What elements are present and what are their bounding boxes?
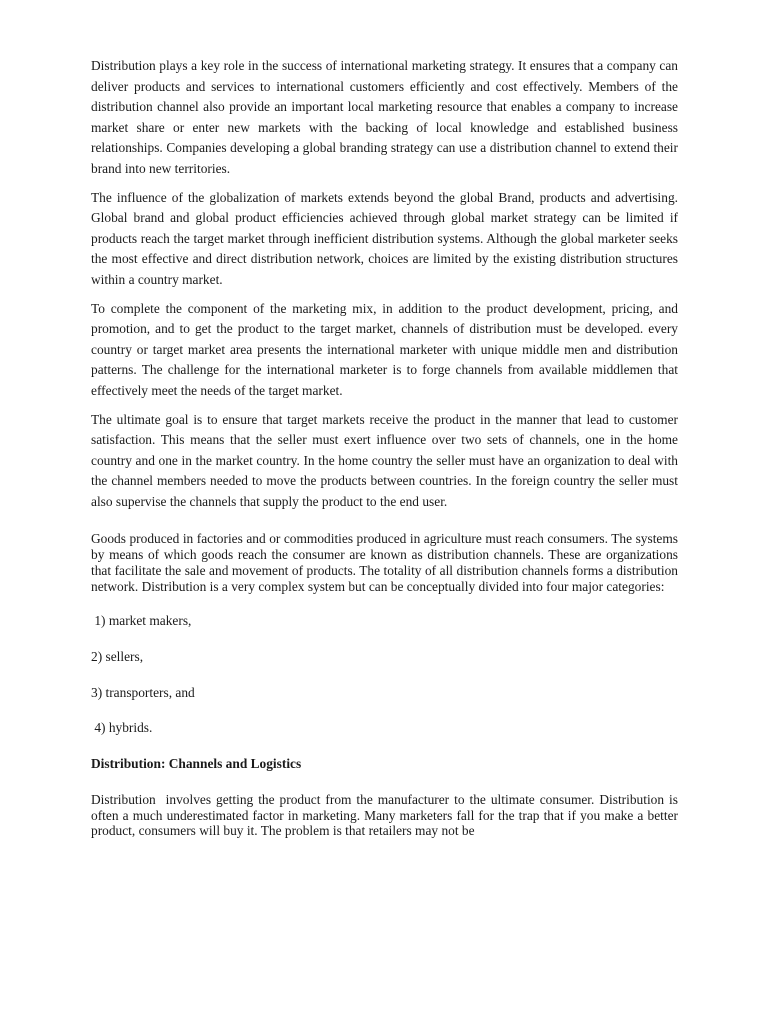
document-page: [91, 56, 682, 839]
list-item: 4) hybrids.: [91, 720, 153, 736]
paragraph-goods-produced: Goods produced in factories and or commodities produced in agriculture must reach consumers. The systems by means of which goods reach the consumer are known as distribution channels. These are organizations that facilitate the sale and movement of products. The totality of all distribution channels forms a distribution network. Distribution is a very complex system but can be conceptually divided into four major categories:: [91, 531, 678, 594]
paragraph-ultimate-goal: The ultimate goal is to ensure that target markets receive the product in the manner that lead to customer satisfaction. This means that the seller must exert influence over two sets of channels, one in the home country and one in the market country. In the home country the seller must have an organization to deal with the channel members needed to move the products between countries. In the foreign country the seller must also supervise the channels that supply the product to the end user.: [91, 411, 678, 509]
paragraph-distribution-role: Distribution plays a key role in the success of international marketing strategy. It ensures that a company can deliver products and services to international customers efficiently and cost effectively. Members of the distribution channel also provide an important local marketing resource that enables a company to increase market share or enter new markets with the backing of local knowledge and established business relationships. Companies developing a global branding strategy can use a distribution channel to extend their brand into new territories.: [91, 58, 678, 176]
categories-list: [91, 613, 678, 736]
paragraph-distribution-involves: Distribution involves getting the product from the manufacturer to the ultimate consumer. Distribution is often a much underestimated factor in marketing. Many marketers fall for the trap that if you make a better product, consumers will buy it. The problem is that retailers may not be: [91, 791, 682, 839]
paragraph-marketing-mix: To complete the component of the marketing mix, in addition to the product development, pricing, and promotion, and to get the product to the target market, channels of distribution must be developed. every country or target market area presents the international marketer with unique middle men and distribution patterns. The challenge for the international marketer is to forge channels from available middlemen that effectively meet the needs of the target market.: [91, 300, 678, 398]
paragraph-globalization-influence: The influence of the globalization of markets extends beyond the global Brand, products and advertising. Global brand and global product efficiencies achieved through global market strategy can be limited if products reach the target market through inefficient distribution systems. Although the global marketer seeks the most effective and direct distribution network, choices are limited by the existing distribution structures within a country market.: [91, 189, 678, 287]
list-item: 2) sellers,: [91, 648, 144, 664]
section-heading: Distribution: Channels and Logistics: [91, 756, 302, 772]
list-item: 1) market makers,: [91, 613, 192, 629]
list-item: 3) transporters, and: [91, 684, 195, 700]
